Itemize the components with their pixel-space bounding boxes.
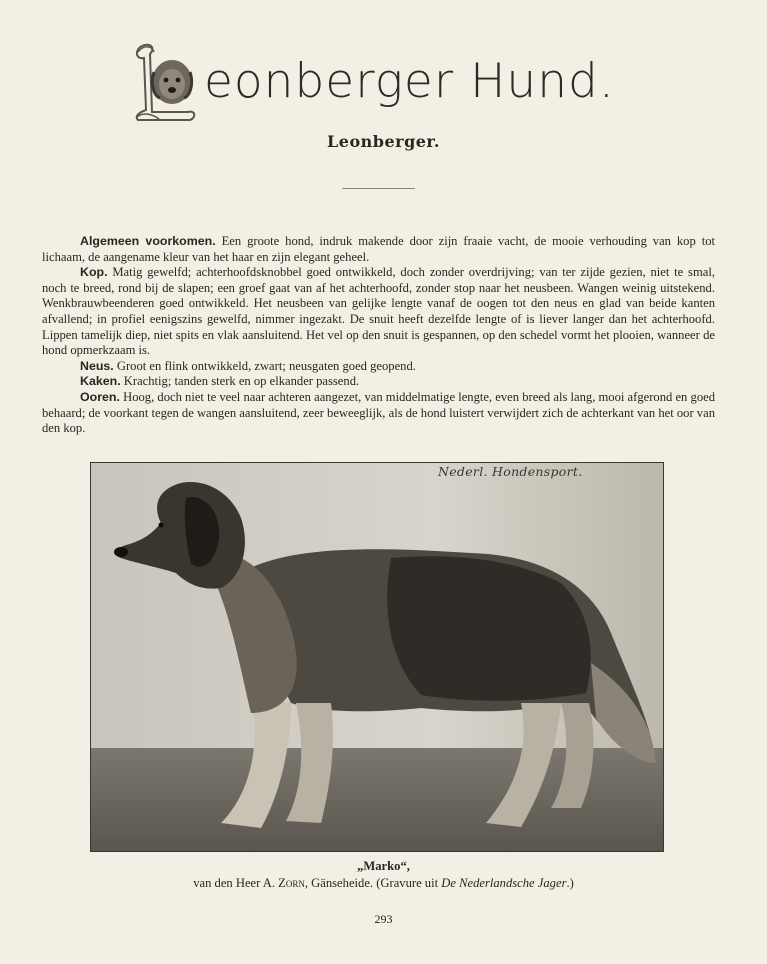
caption-source: De Nederlandsche Jager [441,876,567,890]
paragraph [42,359,715,375]
page-title [130,40,650,130]
dog-photograph [90,462,664,852]
paragraph-body: Krachtig; tanden sterk en op elkander passend. [120,374,360,389]
paragraph [42,265,715,359]
paragraph-heading: Kaken. [80,374,121,389]
paragraph-heading: Kop. [80,265,108,280]
breed-standard-text [42,234,715,437]
caption-text: van den Heer A. [193,876,279,890]
photo-credit: Nederl. Hondensport. [438,464,583,479]
caption-text: .) [566,876,574,890]
paragraph-heading: Algemeen voorkomen. [80,234,216,248]
caption-owner-name: Zorn [278,876,305,890]
paragraph-heading: Neus. [80,358,114,373]
subtitle: Leonberger. [327,132,440,151]
svg-text:L: L [140,50,141,51]
paragraph-heading: Ooren. [80,389,120,404]
page-number: 293 [374,912,393,926]
paragraph-body: Matig gewelfd; achterhoofdsknobbel goed ontwikkeld, doch zonder overdrijving; van ter zijde gezien, niet te smal, noch te breed, rond bij de slapen; een groef gaat van af het achterhoofd, zonder stop naar het neusbeen. Wangen weinig uitstekend. Wenkbrauwbeenderen goed ontwikkeld. Het neusbeen van gelijke lengte vanaf de oogen tot den neus en glad van beide kanten afvallend; in profiel eenigszins gewelfd, nimmer ingezakt. De snuit heeft dezelfde lengte of is liever langer dan het achterhoofd. Lippen tamelijk diep, niet spits en vlak aansluitend. Het vel op den snuit is gespannen, op den schedel vormt het plooien, wanneer de hond opmerkzaam is. [42,265,715,358]
caption-dog-name: „Marko“, [357,859,410,873]
caption-owner [0,876,767,891]
paragraph [42,234,715,265]
ornamental-initial-l-icon [130,40,202,124]
paragraph [42,374,715,390]
paragraph-body: Een groote hond, indruk makende door zijn fraaie vacht, de mooie verhouding van kop tot lichaam, de aangename kleur van het haar en zijn elegant geheel. [42,234,715,264]
divider-rule [342,188,415,189]
paragraph-body: Groot en flink ontwikkeld, zwart; neusgaten goed geopend. [113,358,416,373]
title-text: eonberger Hund. [204,54,615,109]
caption-text: , Gänseheide. (Gravure uit [304,876,442,890]
paragraph-body: Hoog, doch niet te veel naar achteren aangezet, van middelmatige lengte, even breed als lang, mooi afgerond en goed behaard; de voorkant tegen de wangen aansluitend, zeer beweeglijk, als de hond luistert verwijdert zich de achterkant van het oor van den kop. [42,389,715,436]
paragraph [42,390,715,437]
